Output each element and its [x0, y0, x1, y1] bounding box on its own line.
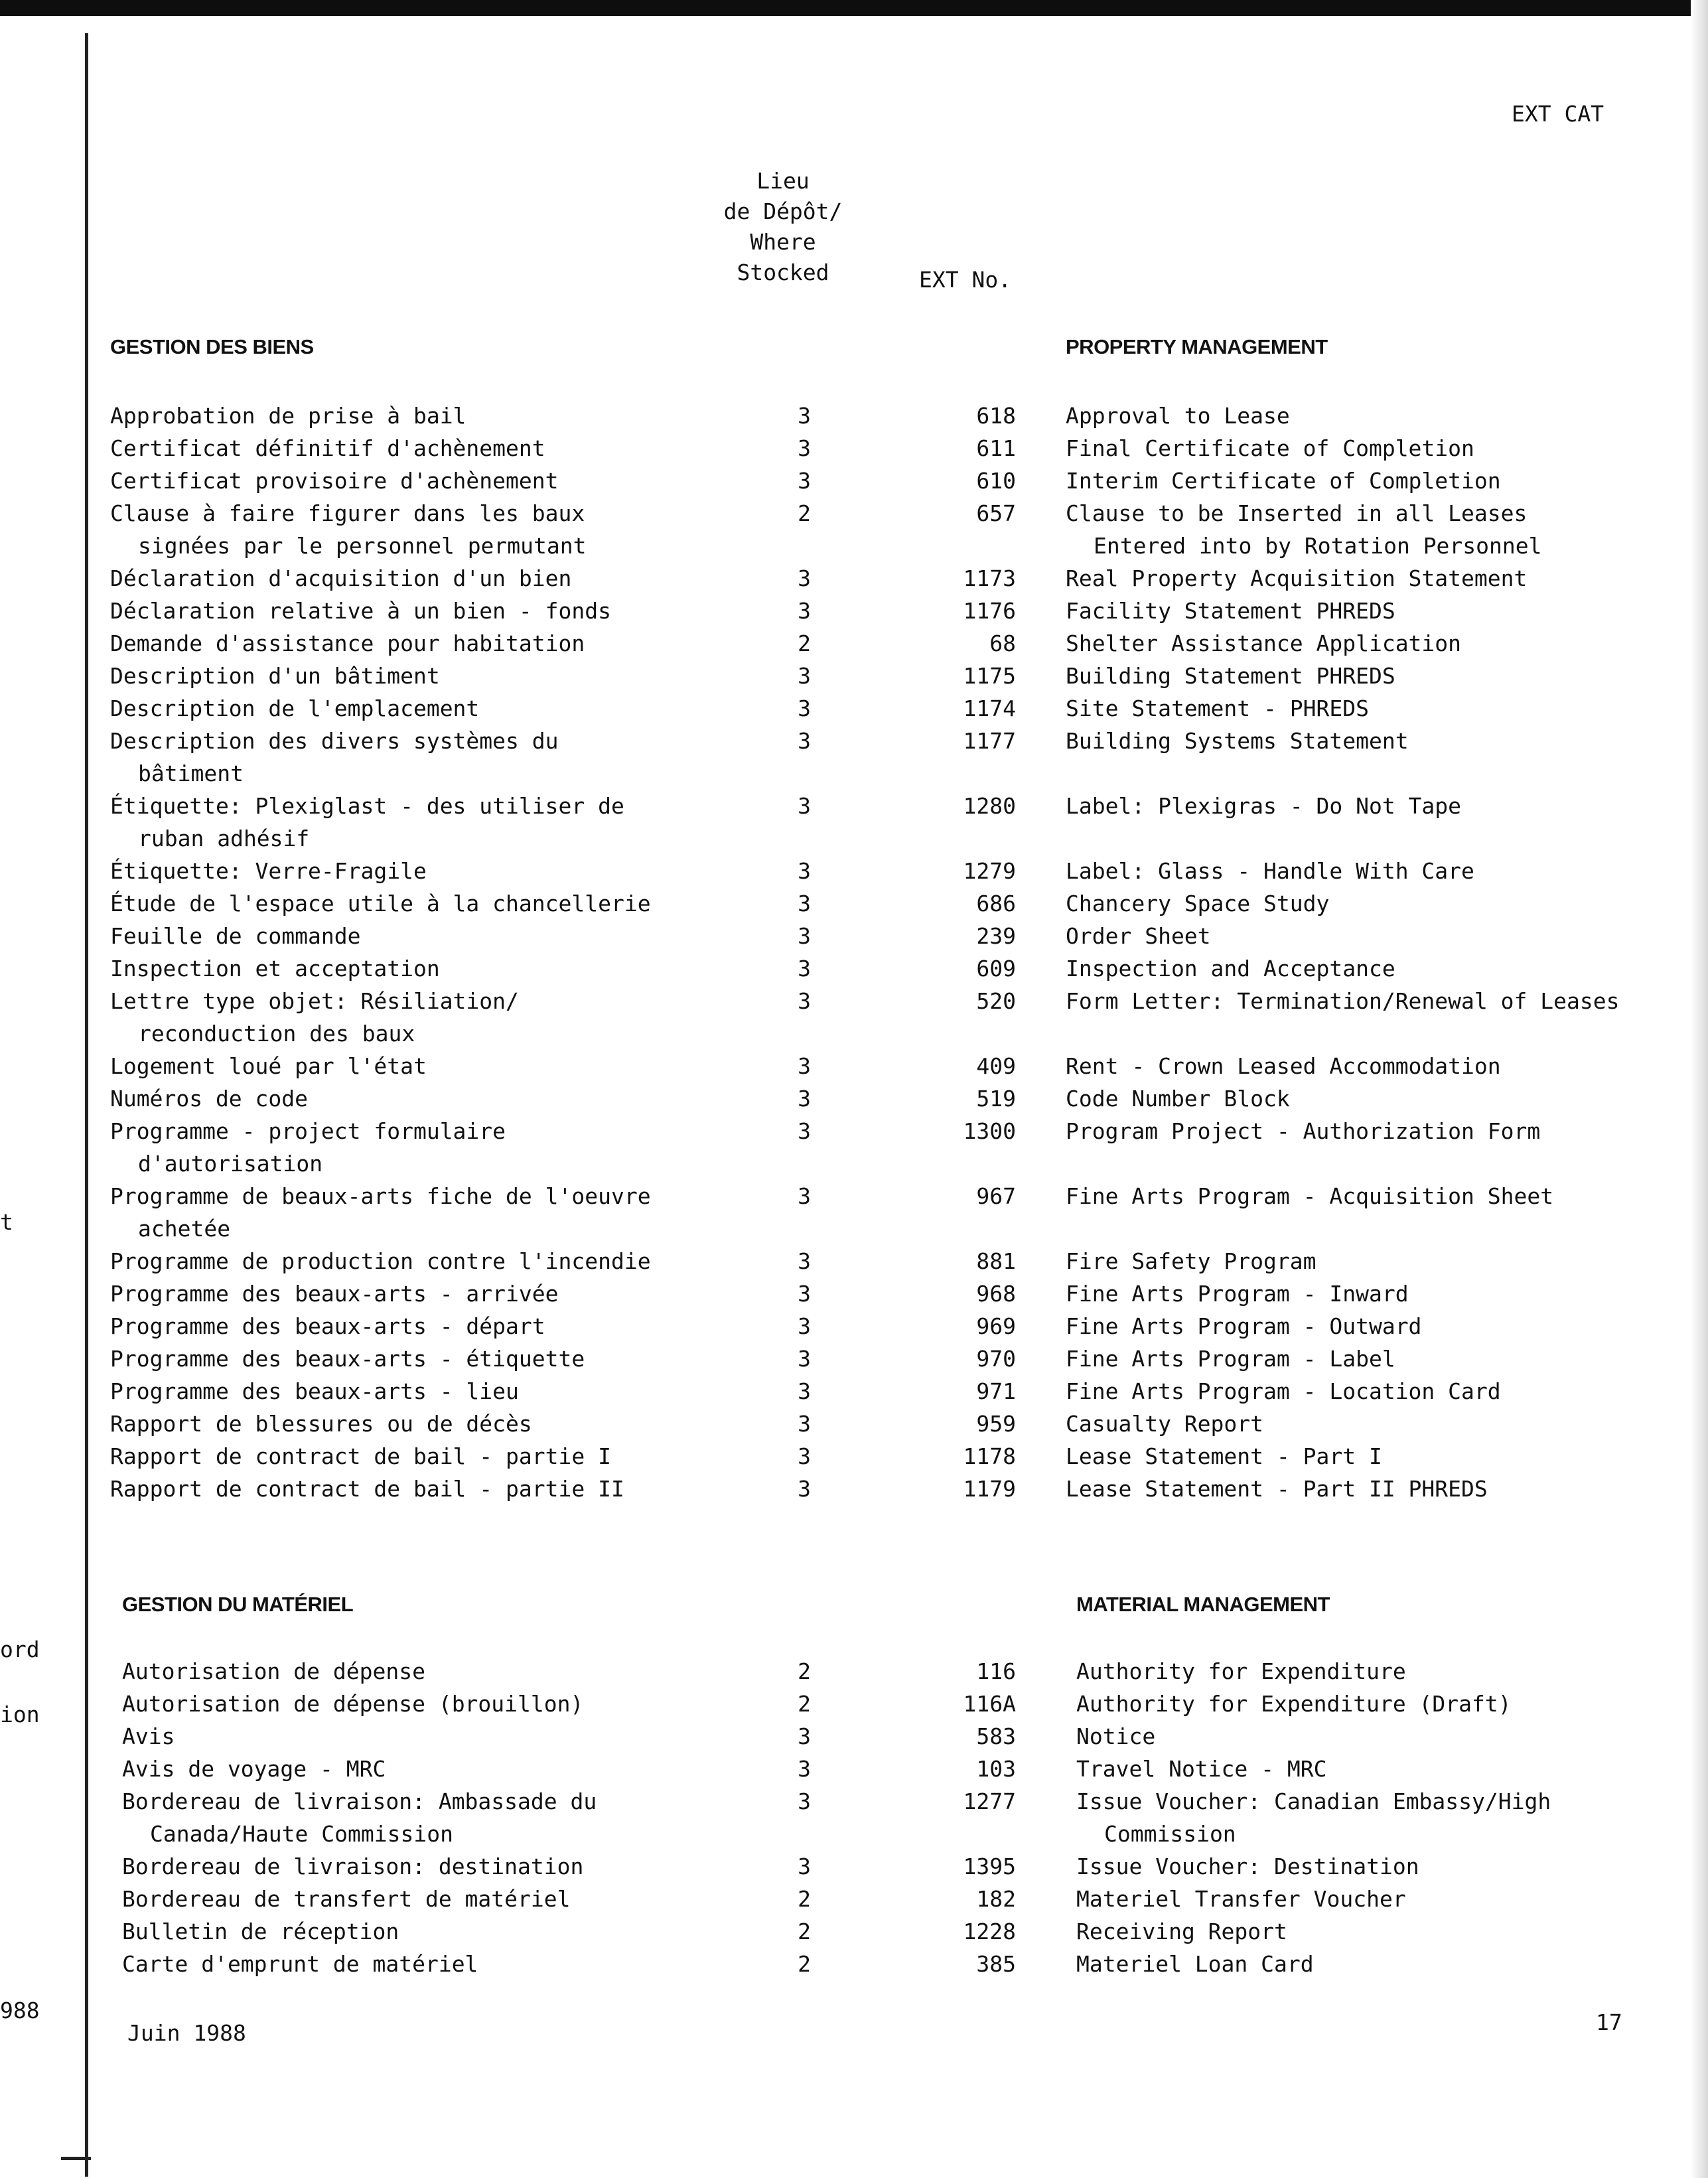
description-fr: Description de l'emplacement — [110, 695, 480, 721]
section-title-en: MATERIAL MANAGEMENT — [1076, 1593, 1330, 1616]
description-en: Receiving Report — [1076, 1919, 1287, 1944]
description-en: Lease Statement - Part II PHREDS — [1066, 1476, 1488, 1502]
description-en: Materiel Transfer Voucher — [1076, 1886, 1406, 1912]
description-fr: Carte d'emprunt de matériel — [122, 1951, 478, 1977]
ext-number: 1174 — [963, 695, 1016, 721]
description-en: Fire Safety Program — [1066, 1248, 1317, 1274]
description-en: Interim Certificate of Completion — [1066, 468, 1501, 494]
stocked-location: 3 — [798, 858, 811, 884]
stocked-location: 3 — [798, 728, 811, 754]
description-en: Final Certificate of Completion — [1066, 435, 1474, 461]
description-fr: Déclaration relative à un bien - fonds — [110, 598, 611, 624]
stocked-location: 3 — [798, 1086, 811, 1112]
description-en: Building Systems Statement — [1066, 728, 1409, 754]
stocked-location: 2 — [798, 1658, 811, 1684]
page-number: 17 — [1596, 2009, 1622, 2035]
stocked-location: 3 — [798, 1756, 811, 1782]
margin-fragment: ord — [0, 1636, 40, 1662]
stocked-location: 3 — [798, 988, 811, 1014]
ext-number: 583 — [976, 1723, 1016, 1749]
stocked-location: 3 — [798, 1183, 811, 1209]
description-fr: Étiquette: Plexiglast - des utiliser de — [110, 793, 624, 819]
description-fr: Programme des beaux-arts - étiquette — [110, 1346, 585, 1372]
stocked-location: 3 — [798, 1346, 811, 1372]
section-title-fr: GESTION DU MATÉRIEL — [122, 1593, 354, 1616]
margin-fragment: ion — [0, 1702, 40, 1727]
description-en: Approval to Lease — [1066, 403, 1290, 429]
ext-number: 519 — [976, 1086, 1016, 1112]
stocked-location: 3 — [798, 1281, 811, 1307]
description-en-continued: Entered into by Rotation Personnel — [1094, 533, 1542, 559]
description-fr: Description des divers systèmes du — [110, 728, 559, 754]
description-fr: Logement loué par l'état — [110, 1053, 427, 1079]
ext-number: 1176 — [963, 598, 1016, 624]
description-en: Casualty Report — [1066, 1411, 1264, 1437]
description-en: Site Statement - PHREDS — [1066, 695, 1369, 721]
description-fr: Autorisation de dépense (brouillon) — [122, 1691, 584, 1717]
description-en: Issue Voucher: Destination — [1076, 1853, 1419, 1879]
ext-number: 1395 — [963, 1853, 1016, 1879]
margin-fragment: t — [0, 1209, 13, 1235]
description-en: Code Number Block — [1066, 1086, 1290, 1112]
scan-right-shadow — [1691, 0, 1708, 2178]
ext-number: 971 — [976, 1378, 1016, 1404]
stocked-location: 3 — [798, 1378, 811, 1404]
description-fr: Programme des beaux-arts - lieu — [110, 1378, 519, 1404]
stocked-column-header: Lieu de Dépôt/ Where Stocked — [723, 168, 843, 285]
description-en: Issue Voucher: Canadian Embassy/High — [1076, 1788, 1551, 1814]
ext-no-column-header: EXT No. — [919, 267, 1012, 293]
description-en: Fine Arts Program - Location Card — [1066, 1378, 1501, 1404]
description-fr-continued: ruban adhésif — [138, 826, 310, 851]
description-fr: Bulletin de réception — [122, 1919, 399, 1944]
description-fr: Bordereau de transfert de matériel — [122, 1886, 571, 1912]
description-en: Rent - Crown Leased Accommodation — [1066, 1053, 1501, 1079]
description-en: Travel Notice - MRC — [1076, 1756, 1327, 1782]
stocked-location: 3 — [798, 1788, 811, 1814]
stocked-location: 2 — [798, 630, 811, 656]
description-en: Shelter Assistance Application — [1066, 630, 1462, 656]
description-fr-continued: Canada/Haute Commission — [150, 1821, 453, 1847]
stocked-location: 3 — [798, 468, 811, 494]
description-en-continued: Commission — [1104, 1821, 1236, 1847]
description-fr: Avis de voyage - MRC — [122, 1756, 386, 1782]
description-fr: Programme - project formulaire — [110, 1118, 506, 1144]
stocked-location: 3 — [798, 1476, 811, 1502]
stocked-location: 3 — [798, 435, 811, 461]
stocked-location: 3 — [798, 663, 811, 689]
binding-line — [85, 33, 88, 2177]
ext-number: 610 — [976, 468, 1016, 494]
ext-number: 1173 — [963, 565, 1016, 591]
section-title-fr: GESTION DES BIENS — [110, 335, 314, 358]
description-fr: Numéros de code — [110, 1086, 309, 1112]
description-en: Building Statement PHREDS — [1066, 663, 1395, 689]
description-fr: Déclaration d'acquisition d'un bien — [110, 565, 572, 591]
description-fr-continued: signées par le personnel permutant — [138, 533, 587, 559]
description-en: Label: Plexigras - Do Not Tape — [1066, 793, 1462, 819]
ext-number: 1300 — [963, 1118, 1016, 1144]
ext-number: 959 — [976, 1411, 1016, 1437]
stocked-location: 3 — [798, 565, 811, 591]
stocked-location: 3 — [798, 403, 811, 429]
description-fr-continued: d'autorisation — [138, 1151, 323, 1177]
description-fr: Lettre type objet: Résiliation/ — [110, 988, 519, 1014]
description-fr: Rapport de contract de bail - partie I — [110, 1443, 611, 1469]
ext-number: 1279 — [963, 858, 1016, 884]
stocked-location: 2 — [798, 1951, 811, 1977]
description-fr: Rapport de contract de bail - partie II — [110, 1476, 624, 1502]
stocked-location: 3 — [798, 1853, 811, 1879]
stocked-location: 3 — [798, 891, 811, 916]
ext-number: 969 — [976, 1313, 1016, 1339]
description-en: Form Letter: Termination/Renewal of Leases — [1066, 988, 1620, 1014]
ext-number: 116 — [976, 1658, 1016, 1684]
ext-number: 409 — [976, 1053, 1016, 1079]
stocked-location: 3 — [798, 1443, 811, 1469]
ext-number: 609 — [976, 956, 1016, 981]
footer-date: Juin 1988 — [127, 2020, 246, 2046]
description-en: Materiel Loan Card — [1076, 1951, 1314, 1977]
ext-number: 618 — [976, 403, 1016, 429]
description-en: Notice — [1076, 1723, 1156, 1749]
stocked-location: 3 — [798, 1118, 811, 1144]
stocked-location: 2 — [798, 1919, 811, 1944]
stocked-location: 3 — [798, 1723, 811, 1749]
ext-number: 182 — [976, 1886, 1016, 1912]
description-en: Clause to be Inserted in all Leases — [1066, 500, 1528, 526]
description-en: Authority for Expenditure (Draft) — [1076, 1691, 1512, 1717]
description-en: Chancery Space Study — [1066, 891, 1330, 916]
ext-number: 1179 — [963, 1476, 1016, 1502]
ext-number: 1277 — [963, 1788, 1016, 1814]
ext-number: 611 — [976, 435, 1016, 461]
description-en: Lease Statement - Part I — [1066, 1443, 1382, 1469]
stocked-location: 3 — [798, 956, 811, 981]
ext-number: 103 — [976, 1756, 1016, 1782]
ext-number: 968 — [976, 1281, 1016, 1307]
description-fr: Bordereau de livraison: Ambassade du — [122, 1788, 597, 1814]
ext-number: 1177 — [963, 728, 1016, 754]
description-fr: Bordereau de livraison: destination — [122, 1853, 584, 1879]
stocked-location: 2 — [798, 1691, 811, 1717]
description-fr: Programme de production contre l'incendie — [110, 1248, 651, 1274]
ext-number: 116A — [963, 1691, 1016, 1717]
description-en: Real Property Acquisition Statement — [1066, 565, 1528, 591]
stocked-location: 3 — [798, 1053, 811, 1079]
description-en: Fine Arts Program - Inward — [1066, 1281, 1409, 1307]
ext-number: 239 — [976, 923, 1016, 949]
description-en: Fine Arts Program - Acquisition Sheet — [1066, 1183, 1554, 1209]
description-fr: Programme des beaux-arts - départ — [110, 1313, 545, 1339]
ext-number: 967 — [976, 1183, 1016, 1209]
description-fr: Approbation de prise à bail — [110, 403, 466, 429]
description-fr: Certificat provisoire d'achènement — [110, 468, 559, 494]
description-fr: Demande d'assistance pour habitation — [110, 630, 585, 656]
description-en: Fine Arts Program - Label — [1066, 1346, 1395, 1372]
description-fr-continued: reconduction des baux — [138, 1021, 415, 1047]
description-en: Program Project - Authorization Form — [1066, 1118, 1541, 1144]
stocked-location: 3 — [798, 1248, 811, 1274]
ext-number: 970 — [976, 1346, 1016, 1372]
margin-fragment: 988 — [0, 1997, 40, 2023]
stocked-location: 3 — [798, 923, 811, 949]
description-en: Inspection and Acceptance — [1066, 956, 1395, 981]
catalog-code: EXT CAT — [1512, 101, 1604, 127]
stocked-location: 2 — [798, 500, 811, 526]
description-fr: Autorisation de dépense — [122, 1658, 425, 1684]
description-en: Order Sheet — [1066, 923, 1211, 949]
stocked-location: 3 — [798, 1313, 811, 1339]
description-fr: Étiquette: Verre-Fragile — [110, 858, 427, 884]
description-en: Authority for Expenditure — [1076, 1658, 1406, 1684]
description-fr: Clause à faire figurer dans les baux — [110, 500, 585, 526]
stocked-location: 3 — [798, 695, 811, 721]
scan-top-edge — [0, 0, 1708, 16]
ext-number: 68 — [989, 630, 1016, 656]
description-fr: Programme de beaux-arts fiche de l'oeuvre — [110, 1183, 651, 1209]
description-fr: Inspection et acceptation — [110, 956, 440, 981]
description-fr-continued: achetée — [138, 1216, 231, 1242]
ext-number: 385 — [976, 1951, 1016, 1977]
stocked-location: 3 — [798, 598, 811, 624]
description-en: Fine Arts Program - Outward — [1066, 1313, 1422, 1339]
description-fr-continued: bâtiment — [138, 761, 244, 786]
ext-number: 1175 — [963, 663, 1016, 689]
description-fr: Rapport de blessures ou de décès — [110, 1411, 532, 1437]
description-fr: Description d'un bâtiment — [110, 663, 440, 689]
ext-number: 1280 — [963, 793, 1016, 819]
section-title-en: PROPERTY MANAGEMENT — [1066, 335, 1328, 358]
ext-number: 686 — [976, 891, 1016, 916]
ext-number: 657 — [976, 500, 1016, 526]
ext-number: 520 — [976, 988, 1016, 1014]
description-en: Label: Glass - Handle With Care — [1066, 858, 1474, 884]
stocked-location: 3 — [798, 793, 811, 819]
ext-number: 881 — [976, 1248, 1016, 1274]
stocked-location: 2 — [798, 1886, 811, 1912]
description-fr: Feuille de commande — [110, 923, 361, 949]
description-fr: Avis — [122, 1723, 175, 1749]
description-fr: Étude de l'espace utile à la chancellerie — [110, 891, 651, 916]
ext-number: 1228 — [963, 1919, 1016, 1944]
description-fr: Certificat définitif d'achènement — [110, 435, 545, 461]
ext-number: 1178 — [963, 1443, 1016, 1469]
description-en: Facility Statement PHREDS — [1066, 598, 1395, 624]
binding-line-foot — [61, 2157, 91, 2160]
stocked-location: 3 — [798, 1411, 811, 1437]
description-fr: Programme des beaux-arts - arrivée — [110, 1281, 559, 1307]
